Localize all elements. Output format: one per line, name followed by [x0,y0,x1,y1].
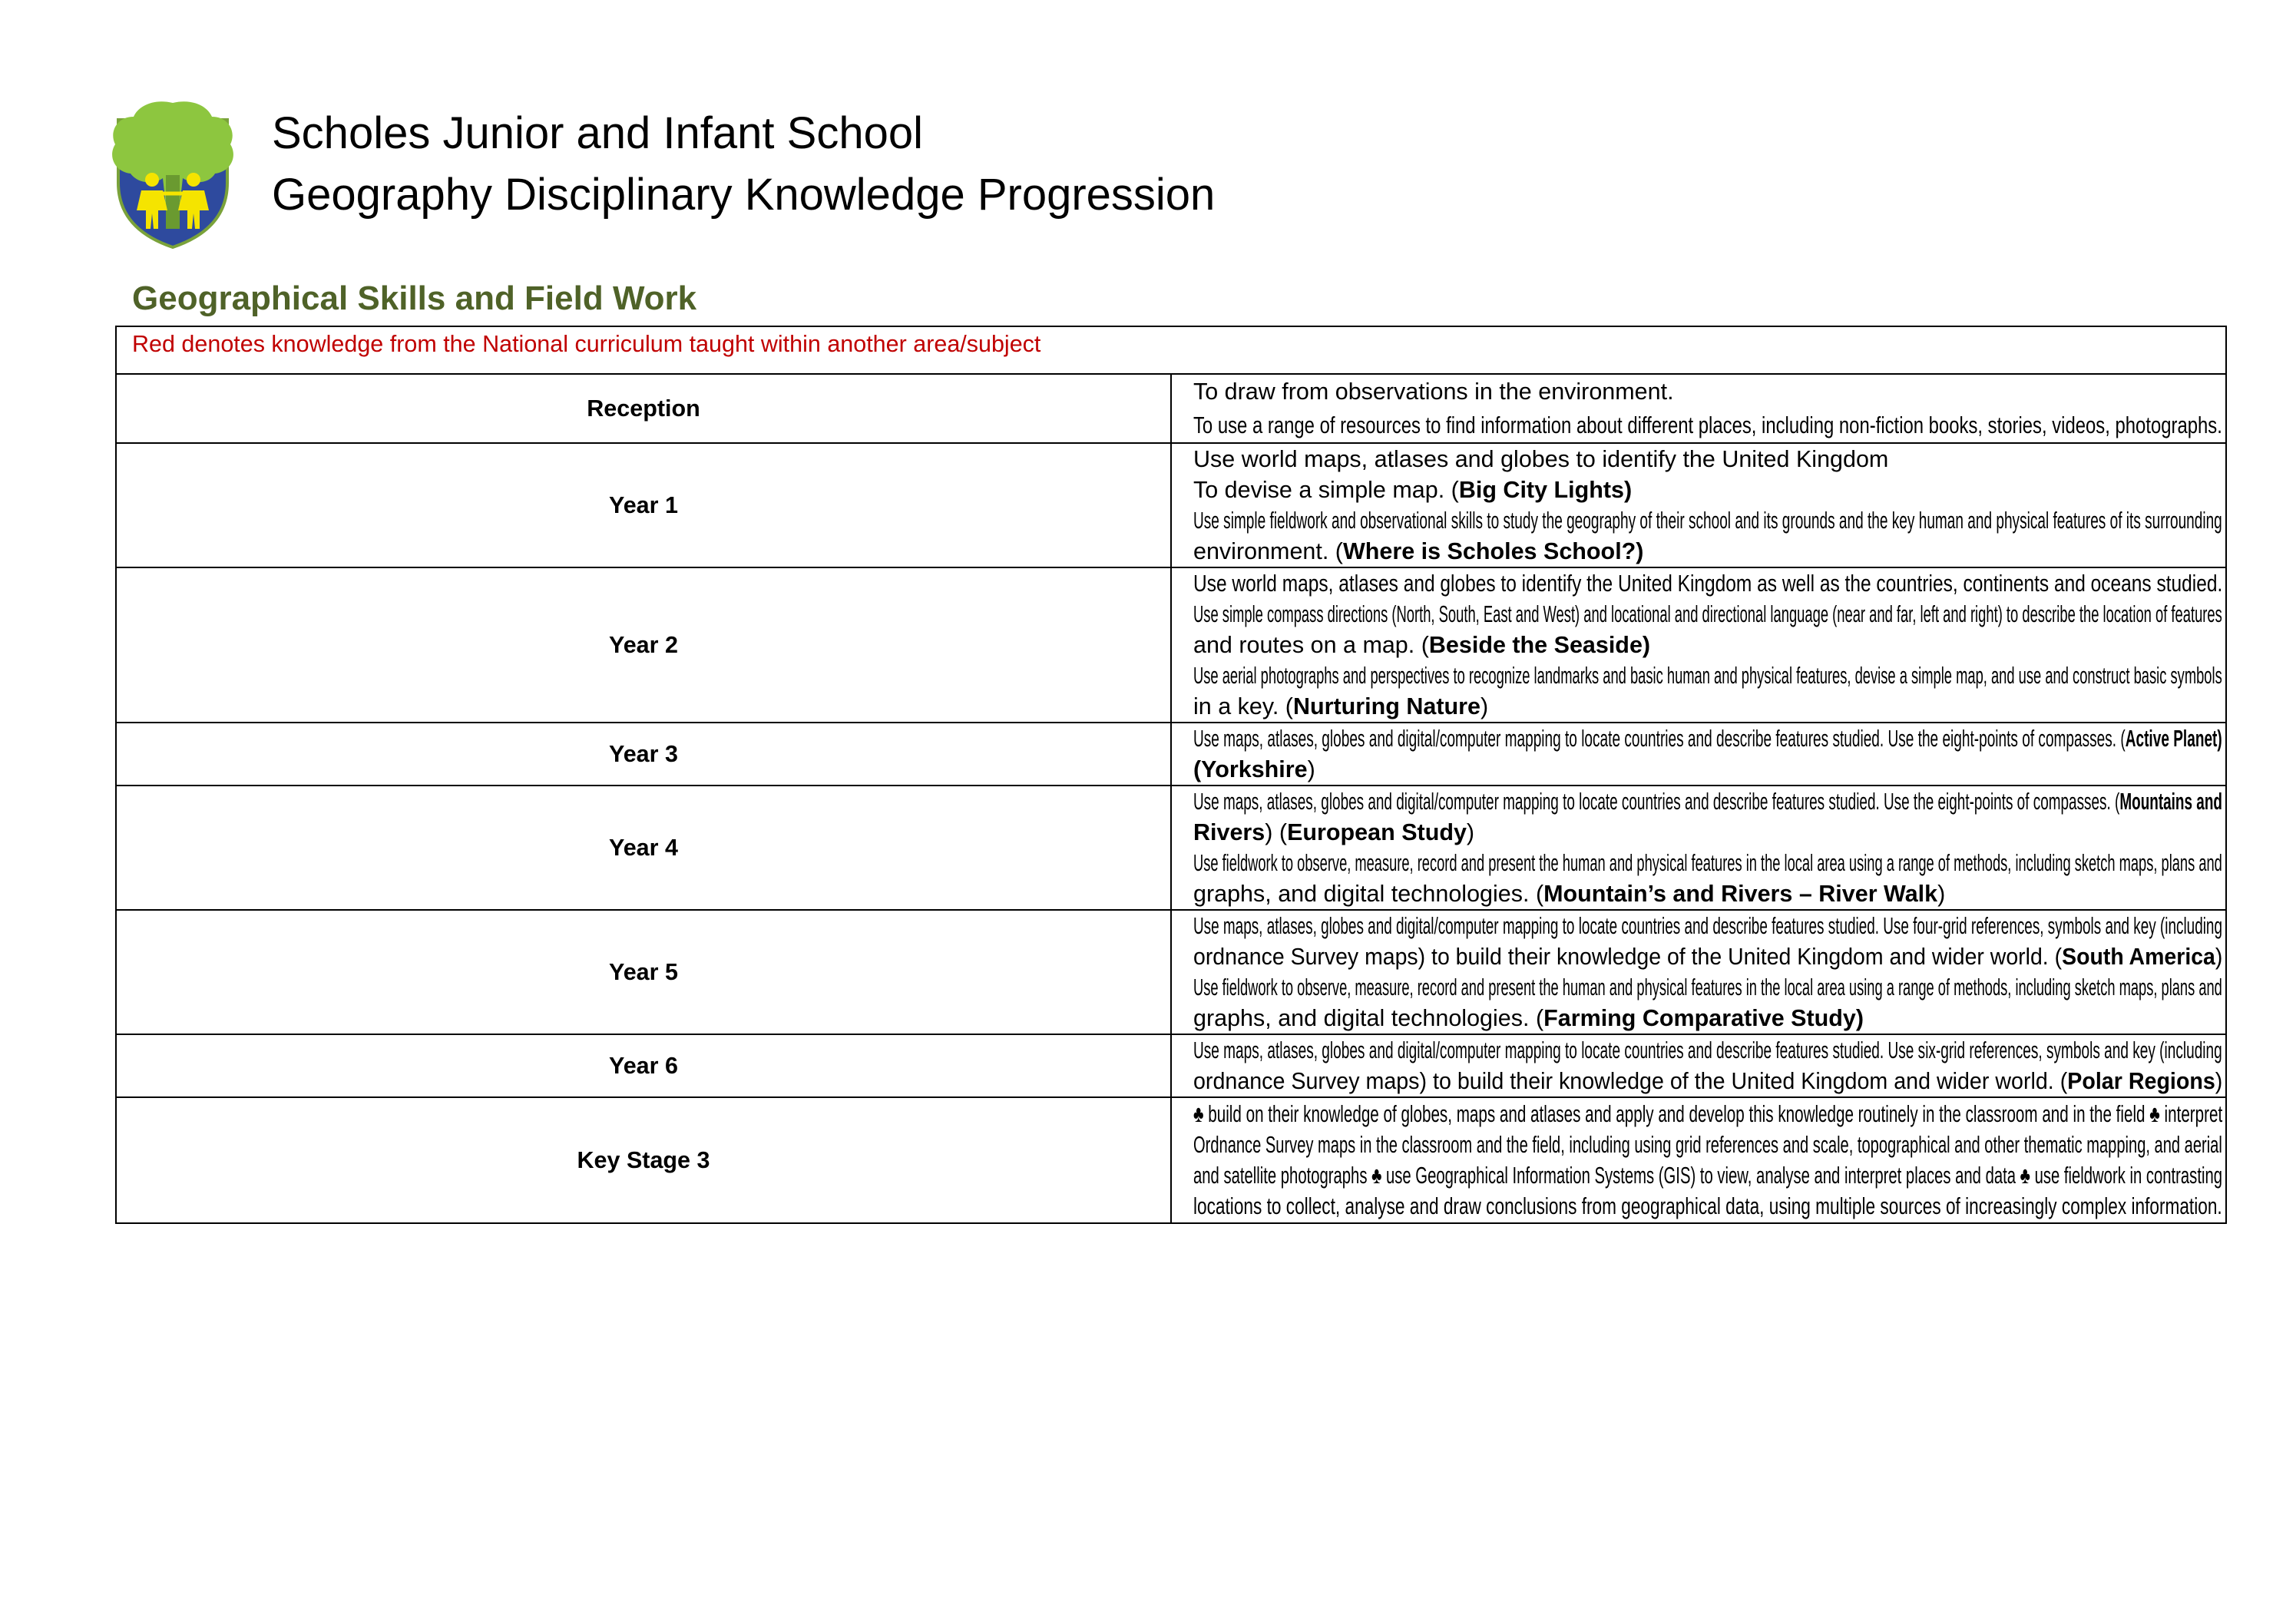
content-line [1193,878,2222,909]
row-content-year-6 [1171,1034,2226,1097]
content-line [1193,786,2222,817]
unit-name: European Study [1287,819,1467,845]
unit-name: Big City Lights) [1458,477,1633,503]
content-line: Use world maps, atlases and globes to identify the United Kingdom [1193,446,1889,472]
unit-name: Nurturing Nature [1292,693,1480,719]
content-text: Use maps, atlases, globes and digital/computer mapping to locate countries and describe features studied. Use the eight-points of compasses. ( [1193,726,2126,752]
content-line: Use aerial photographs and perspectives to recognize landmarks and basic human and physical features, devise a simple map, and use and construct basic symbols [1193,663,2222,689]
row-label-year-4: Year 4 [116,786,1171,910]
content-line: Use maps, atlases, globes and digital/computer mapping to locate countries and describe features studied. Use four-grid references, symbols and key (including [1193,913,2222,939]
unit-name: (Yorkshire [1193,756,1308,782]
content-line [1193,1003,2222,1034]
unit-name: Where is Scholes School?) [1342,538,1644,564]
content-line [1193,941,2223,972]
row-content-key-stage-3 [1171,1097,2226,1223]
row-label-year-2: Year 2 [116,567,1171,723]
content-line: To use a range of resources to find information about different places, including non-fiction books, stories, videos, photographs. [1193,412,2222,438]
school-logo [108,98,238,249]
row-content-reception [1171,374,2226,443]
content-text: ) [1480,693,1489,719]
row-label-year-5: Year 5 [116,910,1171,1034]
content-text: ) [1307,756,1315,782]
page-header [108,98,1490,252]
content-line: Use fieldwork to observe, measure, record and present the human and physical features in the local area using a range of methods, including sketch maps, plans and [1193,974,2222,1001]
unit-name: Farming Comparative Study) [1543,1005,1864,1031]
content-text: graphs, and digital technologies. ( [1193,881,1544,907]
table-row [116,1097,2226,1223]
content-text: Use maps, atlases, globes and digital/computer mapping to locate countries and describe features studied. Use the eight-points of compasses. ( [1193,789,2120,815]
content-line: Use simple fieldwork and observational skills to study the geography of their school and its grounds and the key human and physical features of its surrounding [1193,508,2222,534]
row-label-year-1: Year 1 [116,443,1171,567]
content-line [1193,475,2222,505]
note-row [116,326,2226,374]
content-text: ) [1466,819,1475,845]
table-row [116,567,2226,723]
row-content-year-2 [1171,567,2226,723]
content-text: ordnance Survey maps) to build their knowledge of the United Kingdom and wider world. ( [1193,944,2063,970]
content-text: To devise a simple map. ( [1193,477,1459,503]
content-line: Use maps, atlases, globes and digital/computer mapping to locate countries and describe features studied. Use six-grid references, symbols and key (including [1193,1037,2222,1063]
unit-name: South America [2062,944,2215,970]
section-heading: Geographical Skills and Field Work [132,279,697,317]
content-line [1193,754,2222,785]
content-line [1193,1066,2223,1096]
content-text: environment. ( [1193,538,1343,564]
school-name: Scholes Junior and Infant School [272,108,923,158]
content-text: graphs, and digital technologies. ( [1193,1005,1544,1031]
table-row [116,374,2226,443]
progression-table [115,326,2227,1224]
unit-name: Mountains and [2119,789,2222,815]
row-content-year-3 [1171,723,2226,786]
unit-name: Polar Regions [2067,1068,2215,1094]
row-content-year-4 [1171,786,2226,910]
unit-name: Active Planet) [2125,726,2222,752]
unit-name: Beside the Seaside) [1428,632,1651,658]
row-content-year-1 [1171,443,2226,567]
content-line: Use fieldwork to observe, measure, record and present the human and physical features in the local area using a range of methods, including sketch maps, plans and [1193,850,2222,876]
table-row [116,443,2226,567]
table-row [116,910,2226,1034]
content-text: ) [2215,1068,2223,1094]
content-line: Use world maps, atlases and globes to identify the United Kingdom as well as the countries, continents and oceans studied. [1193,571,2223,597]
content-line: To draw from observations in the environment. [1193,379,1674,405]
content-line: Ordnance Survey maps in the classroom and the field, including using grid references and scale, topographical and other thematic mapping, and aerial [1193,1132,2222,1158]
header-titles [272,103,1215,226]
unit-name: Rivers [1193,819,1265,845]
row-label-year-6: Year 6 [116,1034,1171,1097]
red-note: Red denotes knowledge from the National curriculum taught within another area/subject [116,326,2226,374]
content-line [1193,536,2222,567]
content-line [1193,817,2222,848]
content-text: ) ( [1265,819,1288,845]
content-line: locations to collect, analyse and draw conclusions from geographical data, using multiple sources of increasingly complex information. [1193,1193,2222,1219]
unit-name: Mountain’s and Rivers – River Walk [1543,881,1938,907]
content-line: Use simple compass directions (North, South, East and West) and locational and directional language (near and far, left and right) to describe the location of features [1193,601,2222,627]
content-text: ordnance Survey maps) to build their knowledge of the United Kingdom and wider world. ( [1193,1068,2068,1094]
content-line [1193,630,2222,660]
row-label-key-stage-3: Key Stage 3 [116,1097,1171,1223]
document-title: Geography Disciplinary Knowledge Progression [272,170,1216,220]
row-label-reception: Reception [116,374,1171,443]
row-label-year-3: Year 3 [116,723,1171,786]
content-text: in a key. ( [1193,693,1293,719]
content-text: and routes on a map. ( [1193,632,1429,658]
table-row [116,786,2226,910]
content-line [1193,723,2222,754]
row-content-year-5 [1171,910,2226,1034]
table-row [116,1034,2226,1097]
content-line: ♣ build on their knowledge of globes, maps and atlases and apply and develop this knowledge routinely in the classroom and in the field ♣ interpret [1193,1101,2223,1127]
content-text: ) [2215,944,2223,970]
content-text: ) [1937,881,1946,907]
content-line: and satellite photographs ♣ use Geographical Information Systems (GIS) to view, analyse and interpret places and data ♣ use fieldwork in contrasting [1193,1163,2222,1189]
table-row [116,723,2226,786]
content-line [1193,691,2222,722]
